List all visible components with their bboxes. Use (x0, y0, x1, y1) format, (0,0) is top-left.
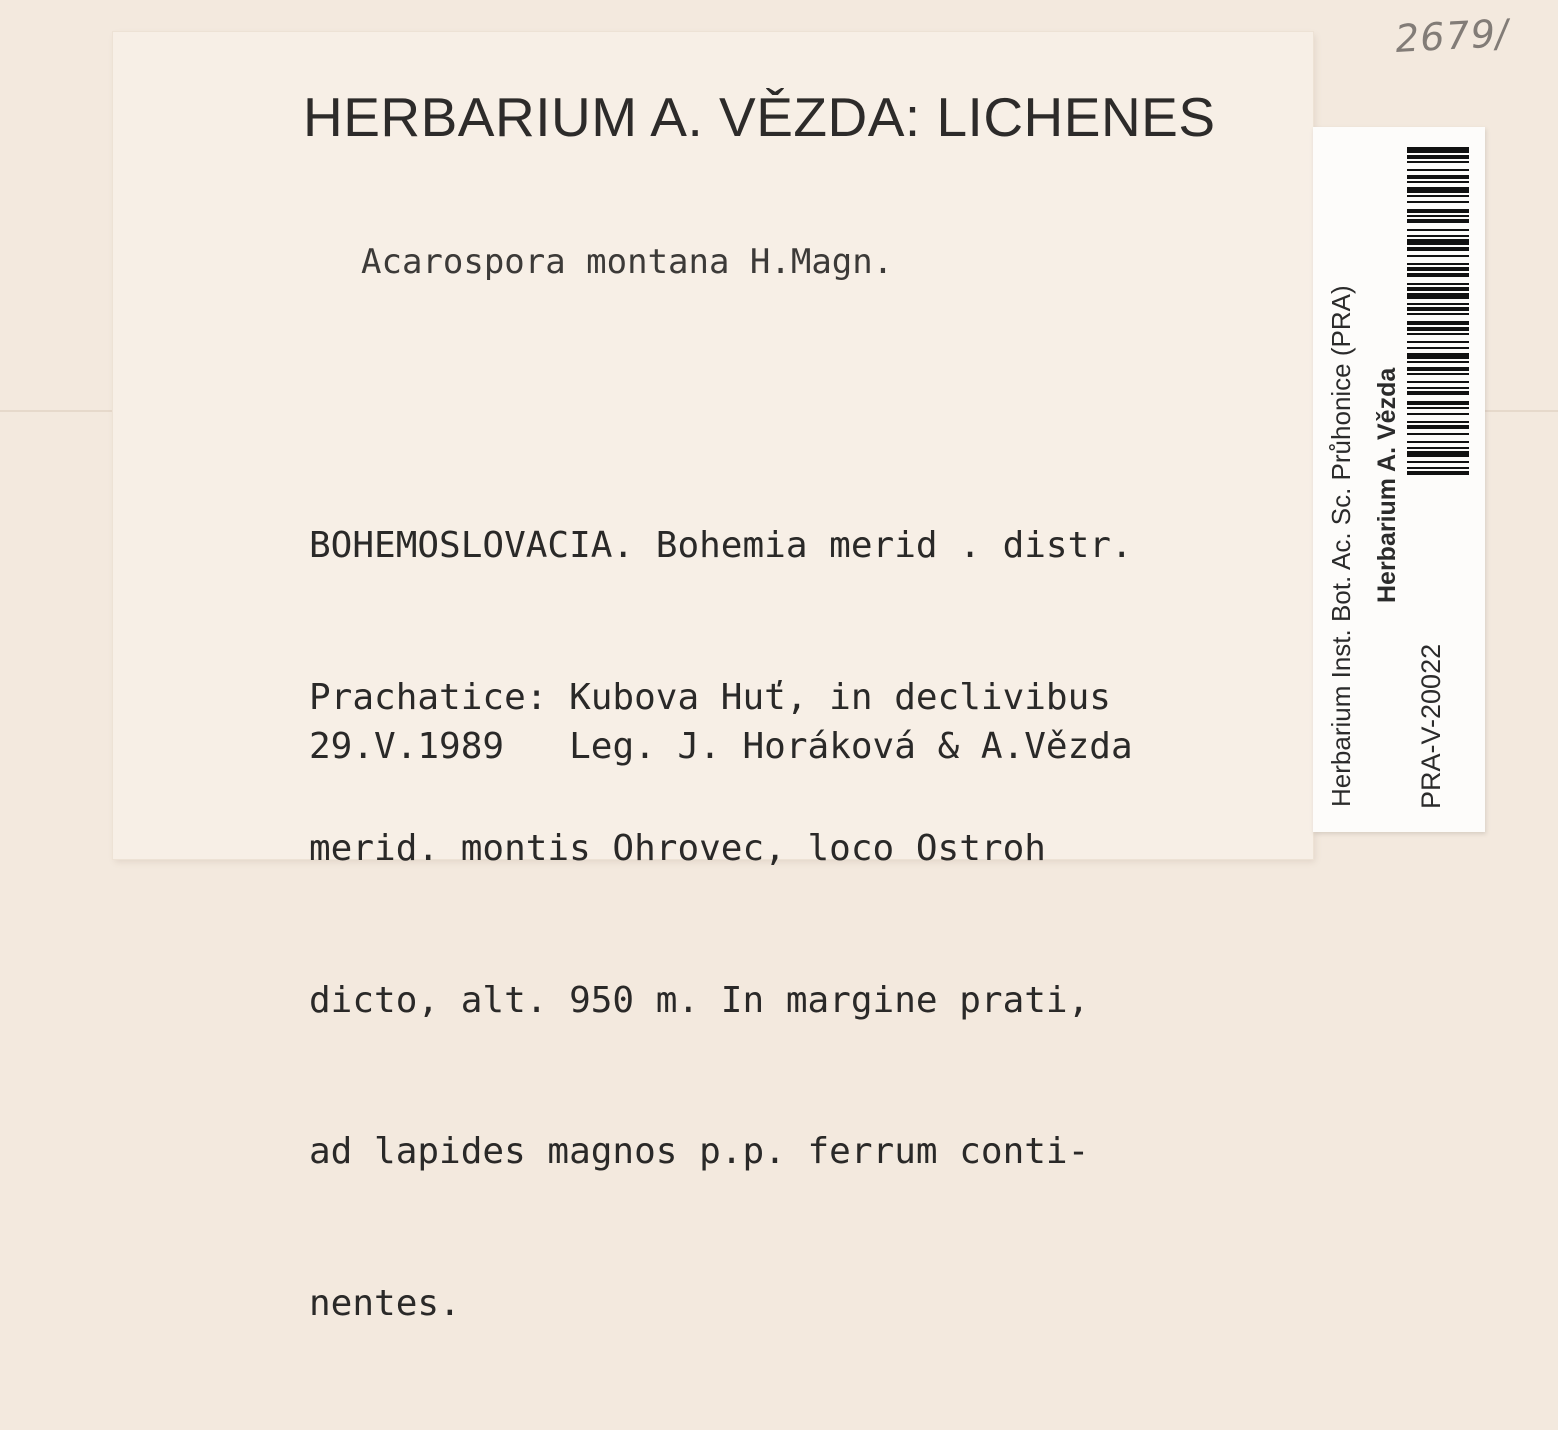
barcode-bar (1407, 447, 1469, 449)
locality-line: ad lapides magnos p.p. ferrum conti- (309, 1131, 1090, 1172)
barcode-bar (1407, 187, 1469, 193)
barcode-bar (1407, 391, 1469, 395)
barcode-bar (1407, 263, 1469, 265)
barcode-bar (1407, 413, 1469, 415)
barcode-bar (1407, 373, 1469, 375)
taxon-name: Acarospora montana H.Magn. (361, 242, 894, 282)
barcode-bar (1407, 461, 1469, 463)
barcode-bar (1407, 155, 1469, 159)
collection-date: 29.V.1989 (309, 726, 505, 767)
barcode-bar (1407, 267, 1469, 271)
collection-info (309, 722, 1133, 772)
barcode-bar (1407, 321, 1469, 325)
barcode-bar (1407, 307, 1469, 311)
barcode-bar (1407, 287, 1469, 291)
locality-line: BOHEMOSLOVACIA. Bohemia merid . distr. (309, 525, 1133, 566)
locality-line: dicto, alt. 950 m. In margine prati, (309, 979, 1090, 1021)
catalog-number: PRA-V-20022 (1416, 643, 1446, 809)
locality-line: merid. montis Ohrovec, loco Ostroh (309, 828, 1046, 869)
barcode-bar (1407, 441, 1469, 443)
collectors: Leg. J. Horáková & A.Vězda (569, 726, 1133, 767)
barcode-bar (1407, 293, 1469, 299)
barcode-bar (1407, 161, 1469, 163)
barcode-bar (1407, 471, 1469, 475)
barcode-bar (1407, 201, 1469, 203)
barcode-bar (1407, 195, 1469, 197)
barcode-bar (1407, 175, 1469, 179)
locality-line: Prachatice: Kubova Huť, in declivibus (309, 676, 1111, 718)
barcode-bar (1407, 451, 1469, 457)
barcode-bar (1407, 421, 1469, 423)
barcode (1407, 147, 1469, 579)
barcode-bar (1407, 219, 1469, 223)
locality-line: nentes. (309, 1282, 461, 1324)
barcode-bar (1407, 367, 1469, 371)
herbarium-collection-name: Herbarium A. Vězda (1373, 367, 1401, 603)
locality-description (309, 420, 1269, 1430)
barcode-bar (1407, 387, 1469, 389)
barcode-bar (1407, 181, 1469, 183)
barcode-bar (1407, 239, 1469, 245)
barcode-bar (1407, 333, 1469, 335)
barcode-bar (1407, 353, 1469, 359)
label-header: HERBARIUM A. VĚZDA: LICHENES (303, 86, 1216, 148)
barcode-bar (1407, 361, 1469, 363)
barcode-bar (1407, 303, 1469, 305)
barcode-bar (1407, 235, 1469, 237)
barcode-bar (1407, 215, 1469, 217)
barcode-bar (1407, 169, 1469, 171)
barcode-bar (1407, 255, 1469, 257)
institution-name: Herbarium Inst. Bot. Ac. Sc. Průhonice (PRA) (1326, 285, 1356, 807)
barcode-bar (1407, 381, 1469, 383)
barcode-bar (1407, 401, 1469, 405)
barcode-label (1313, 127, 1485, 832)
barcode-bar (1407, 327, 1469, 331)
barcode-bar (1407, 273, 1469, 277)
specimen-label-card (113, 32, 1313, 1324)
barcode-bar (1407, 229, 1469, 231)
barcode-bar (1407, 467, 1469, 469)
barcode-bar (1407, 341, 1469, 343)
handwritten-accession-number: 2679/ (1392, 10, 1513, 62)
barcode-bar (1407, 283, 1469, 285)
barcode-bar (1407, 407, 1469, 409)
barcode-bar (1407, 247, 1469, 251)
barcode-bar (1407, 313, 1469, 315)
barcode-bar (1407, 209, 1469, 213)
barcode-bar (1407, 147, 1469, 153)
barcode-bar (1407, 425, 1469, 429)
barcode-bar (1407, 347, 1469, 349)
barcode-bar (1407, 433, 1469, 435)
